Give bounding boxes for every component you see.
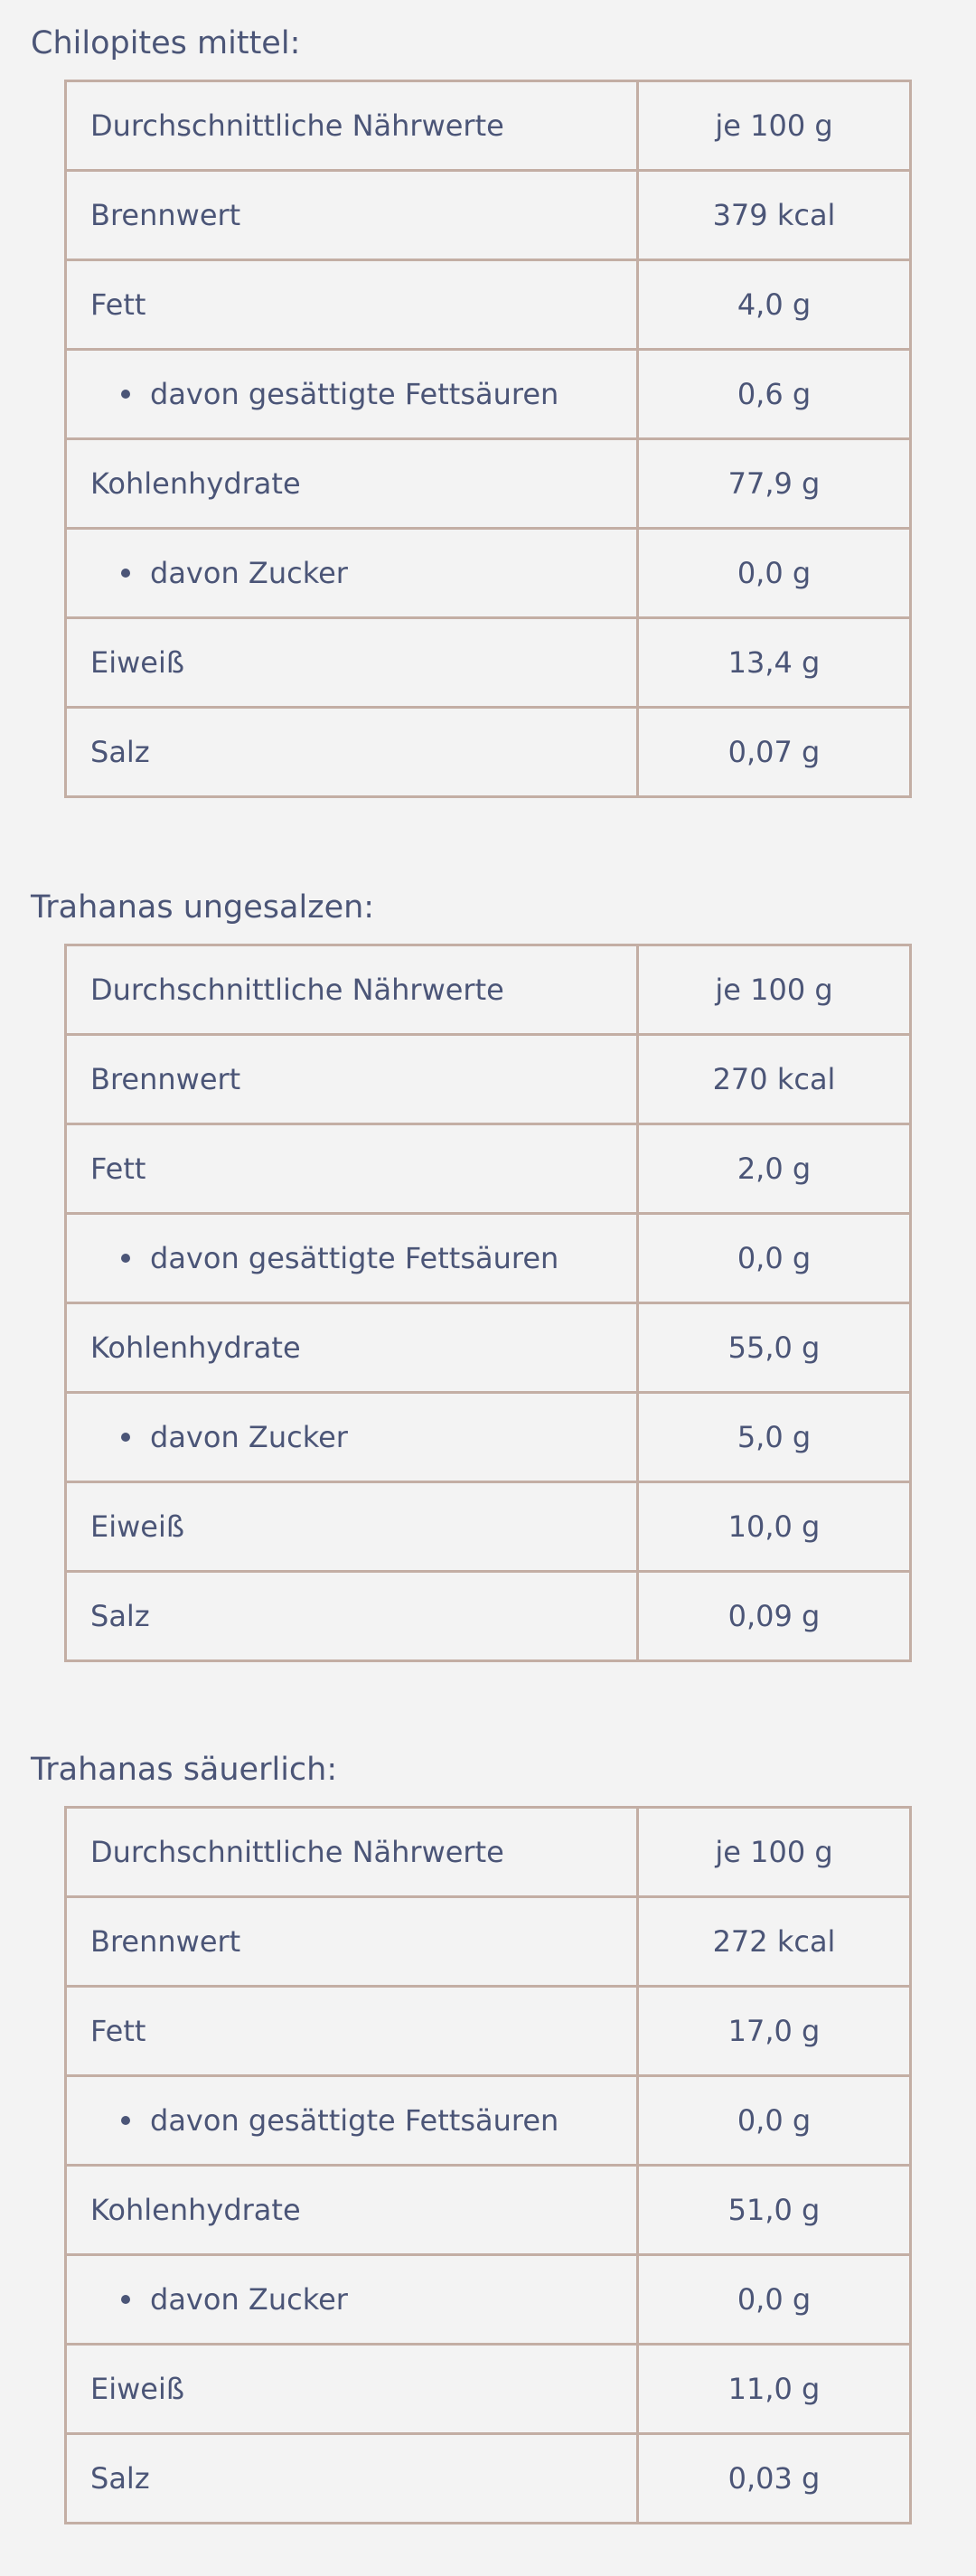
- table-row: [66, 618, 911, 708]
- table-row: [66, 171, 911, 260]
- nutrition-table: [64, 944, 912, 1662]
- row-value: je 100 g: [638, 945, 911, 1035]
- row-label: Fett: [66, 1987, 638, 2076]
- table-row: [66, 1303, 911, 1393]
- row-value: 0,03 g: [638, 2434, 911, 2524]
- table-row: [66, 1124, 911, 1214]
- row-value: 0,0 g: [638, 2076, 911, 2166]
- row-label: Durchschnittliche Nährwerte: [66, 1808, 638, 1897]
- row-value: 270 kcal: [638, 1035, 911, 1124]
- row-value: 272 kcal: [638, 1897, 911, 1987]
- table-row: [66, 1808, 911, 1897]
- row-label: Salz: [66, 1572, 638, 1661]
- row-value: 379 kcal: [638, 171, 911, 260]
- sub-label-text: davon gesättigte Fettsäuren: [150, 1241, 559, 1275]
- table-row: [66, 81, 911, 171]
- row-value: 0,0 g: [638, 529, 911, 618]
- table-row: [66, 1035, 911, 1124]
- sub-label-text: davon Zucker: [150, 1420, 348, 1454]
- nutrition-table: [64, 1806, 912, 2524]
- table-row: [66, 2076, 911, 2166]
- row-label-sub: [66, 2076, 638, 2166]
- row-value: 11,0 g: [638, 2345, 911, 2434]
- table-row: [66, 2255, 911, 2345]
- row-value: 51,0 g: [638, 2166, 911, 2255]
- row-label: Brennwert: [66, 1897, 638, 1987]
- sub-label-text: davon gesättigte Fettsäuren: [150, 377, 559, 411]
- row-value: je 100 g: [638, 81, 911, 171]
- row-label: Durchschnittliche Nährwerte: [66, 81, 638, 171]
- table-row: [66, 439, 911, 529]
- row-label-sub: [66, 350, 638, 439]
- table-row: [66, 1482, 911, 1572]
- row-value: 0,09 g: [638, 1572, 911, 1661]
- table-row: [66, 945, 911, 1035]
- section-title: Chilopites mittel:: [31, 25, 301, 61]
- row-label: Salz: [66, 708, 638, 797]
- table-row: [66, 1572, 911, 1661]
- row-value: 2,0 g: [638, 1124, 911, 1214]
- table-row: [66, 1393, 911, 1482]
- row-value: 0,07 g: [638, 708, 911, 797]
- row-label: Durchschnittliche Nährwerte: [66, 945, 638, 1035]
- row-label: Fett: [66, 260, 638, 350]
- sub-label-text: davon gesättigte Fettsäuren: [150, 2103, 559, 2138]
- row-value: 13,4 g: [638, 618, 911, 708]
- row-value: 17,0 g: [638, 1987, 911, 2076]
- row-label: Kohlenhydrate: [66, 1303, 638, 1393]
- row-value: 77,9 g: [638, 439, 911, 529]
- sub-label-text: davon Zucker: [150, 556, 348, 590]
- bullet-icon: [121, 2295, 130, 2304]
- row-label: Fett: [66, 1124, 638, 1214]
- row-label: Salz: [66, 2434, 638, 2524]
- table-row: [66, 2166, 911, 2255]
- row-label: Kohlenhydrate: [66, 2166, 638, 2255]
- bullet-icon: [121, 1433, 130, 1442]
- bullet-icon: [121, 390, 130, 399]
- row-value: 4,0 g: [638, 260, 911, 350]
- row-value: 0,0 g: [638, 1214, 911, 1303]
- row-label-sub: [66, 2255, 638, 2345]
- row-label-sub: [66, 529, 638, 618]
- bullet-icon: [121, 2116, 130, 2125]
- row-value: je 100 g: [638, 1808, 911, 1897]
- row-label: Eiweiß: [66, 2345, 638, 2434]
- table-row: [66, 529, 911, 618]
- bullet-icon: [121, 569, 130, 578]
- row-label-sub: [66, 1214, 638, 1303]
- table-row: [66, 2345, 911, 2434]
- row-label: Brennwert: [66, 171, 638, 260]
- row-value: 0,0 g: [638, 2255, 911, 2345]
- row-value: 5,0 g: [638, 1393, 911, 1482]
- row-label: Eiweiß: [66, 1482, 638, 1572]
- section-title: Trahanas ungesalzen:: [31, 889, 375, 926]
- table-row: [66, 1214, 911, 1303]
- row-label: Eiweiß: [66, 618, 638, 708]
- sub-label-text: davon Zucker: [150, 2282, 348, 2317]
- row-label: Kohlenhydrate: [66, 439, 638, 529]
- row-label-sub: [66, 1393, 638, 1482]
- row-value: 0,6 g: [638, 350, 911, 439]
- table-row: [66, 350, 911, 439]
- table-row: [66, 260, 911, 350]
- row-label: Brennwert: [66, 1035, 638, 1124]
- row-value: 10,0 g: [638, 1482, 911, 1572]
- table-row: [66, 2434, 911, 2524]
- table-row: [66, 708, 911, 797]
- nutrition-table: [64, 80, 912, 798]
- row-value: 55,0 g: [638, 1303, 911, 1393]
- table-row: [66, 1897, 911, 1987]
- table-row: [66, 1987, 911, 2076]
- section-title: Trahanas säuerlich:: [31, 1752, 338, 1788]
- bullet-icon: [121, 1254, 130, 1263]
